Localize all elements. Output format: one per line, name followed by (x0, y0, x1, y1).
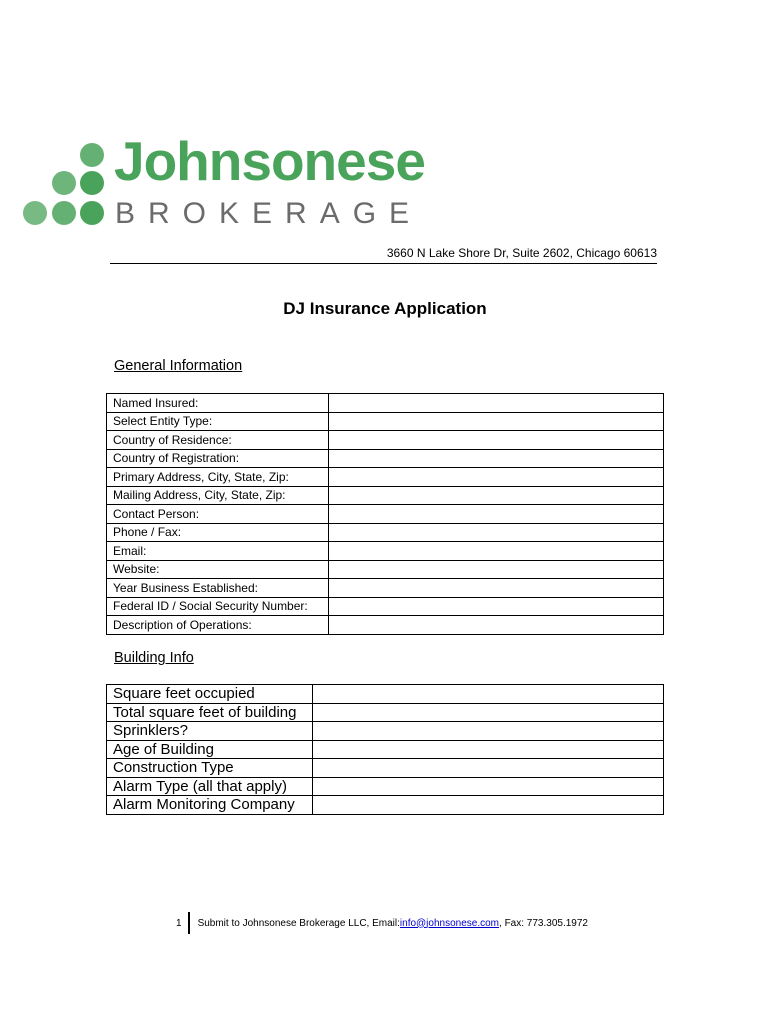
general-info-value-field[interactable] (329, 616, 664, 635)
general-info-row (107, 468, 664, 487)
building-info-label: Square feet occupied (107, 685, 313, 704)
building-info-heading: Building Info (114, 650, 194, 666)
building-info-value-field[interactable] (313, 685, 664, 704)
general-info-row (107, 431, 664, 450)
building-info-value-field[interactable] (313, 703, 664, 722)
logo-dot (80, 143, 104, 167)
logo-wordmark: Johnsonese (114, 130, 425, 192)
general-info-value-field[interactable] (329, 431, 664, 450)
general-info-row (107, 412, 664, 431)
building-info-row (107, 796, 664, 815)
general-info-row (107, 486, 664, 505)
general-info-value-field[interactable] (329, 505, 664, 524)
general-info-heading: General Information (114, 358, 243, 374)
general-info-label: Description of Operations: (107, 616, 329, 635)
general-info-row (107, 579, 664, 598)
general-info-value-field[interactable] (329, 449, 664, 468)
document-title: DJ Insurance Application (283, 299, 487, 318)
general-info-row (107, 505, 664, 524)
logo-dot (80, 201, 104, 225)
footer-divider (188, 912, 190, 934)
logo-dot (52, 171, 76, 195)
general-info-label: Federal ID / Social Security Number: (107, 597, 329, 616)
general-info-value-field[interactable] (329, 579, 664, 598)
building-info-label: Alarm Monitoring Company (107, 796, 313, 815)
building-info-value-field[interactable] (313, 759, 664, 778)
general-info-row (107, 394, 664, 413)
general-info-label: Country of Registration: (107, 449, 329, 468)
general-info-label: Select Entity Type: (107, 412, 329, 431)
building-info-value-field[interactable] (313, 740, 664, 759)
general-info-label: Mailing Address, City, State, Zip: (107, 486, 329, 505)
building-info-label: Age of Building (107, 740, 313, 759)
general-info-value-field[interactable] (329, 542, 664, 561)
building-info-value-field[interactable] (313, 722, 664, 741)
footer-submit-text: Submit to Johnsonese Brokerage LLC, Email: (197, 917, 400, 929)
building-info-row (107, 740, 664, 759)
building-info-label: Total square feet of building (107, 703, 313, 722)
logo-dot (80, 171, 104, 195)
general-info-value-field[interactable] (329, 394, 664, 413)
page-footer (176, 912, 588, 934)
general-info-row (107, 542, 664, 561)
general-info-table (106, 393, 664, 635)
building-info-table (106, 684, 664, 815)
general-info-row (107, 597, 664, 616)
general-info-label: Year Business Established: (107, 579, 329, 598)
building-info-value-field[interactable] (313, 796, 664, 815)
general-info-value-field[interactable] (329, 412, 664, 431)
footer-email-link[interactable]: info@johnsonese.com (399, 917, 500, 929)
building-info-label: Sprinklers? (107, 722, 313, 741)
logo-subtitle: BROKERAGE (115, 197, 423, 230)
page-number: 1 (176, 917, 182, 929)
footer-fax-text: , Fax: 773.305.1972 (499, 917, 588, 929)
general-info-value-field[interactable] (329, 560, 664, 579)
building-info-row (107, 685, 664, 704)
general-info-row (107, 560, 664, 579)
general-info-label: Phone / Fax: (107, 523, 329, 542)
logo-dot (23, 201, 47, 225)
general-info-value-field[interactable] (329, 597, 664, 616)
building-info-row (107, 777, 664, 796)
general-info-label: Contact Person: (107, 505, 329, 524)
general-info-value-field[interactable] (329, 468, 664, 487)
building-info-row (107, 759, 664, 778)
general-info-value-field[interactable] (329, 523, 664, 542)
building-info-label: Alarm Type (all that apply) (107, 777, 313, 796)
general-info-label: Website: (107, 560, 329, 579)
general-info-row (107, 616, 664, 635)
general-info-row (107, 523, 664, 542)
building-info-label: Construction Type (107, 759, 313, 778)
general-info-value-field[interactable] (329, 486, 664, 505)
building-info-row (107, 722, 664, 741)
general-info-label: Primary Address, City, State, Zip: (107, 468, 329, 487)
general-info-label: Country of Residence: (107, 431, 329, 450)
logo-dot (52, 201, 76, 225)
building-info-value-field[interactable] (313, 777, 664, 796)
building-info-row (107, 703, 664, 722)
company-address: 3660 N Lake Shore Dr, Suite 2602, Chicago 60613 (110, 246, 657, 264)
general-info-label: Email: (107, 542, 329, 561)
general-info-row (107, 449, 664, 468)
general-info-label: Named Insured: (107, 394, 329, 413)
